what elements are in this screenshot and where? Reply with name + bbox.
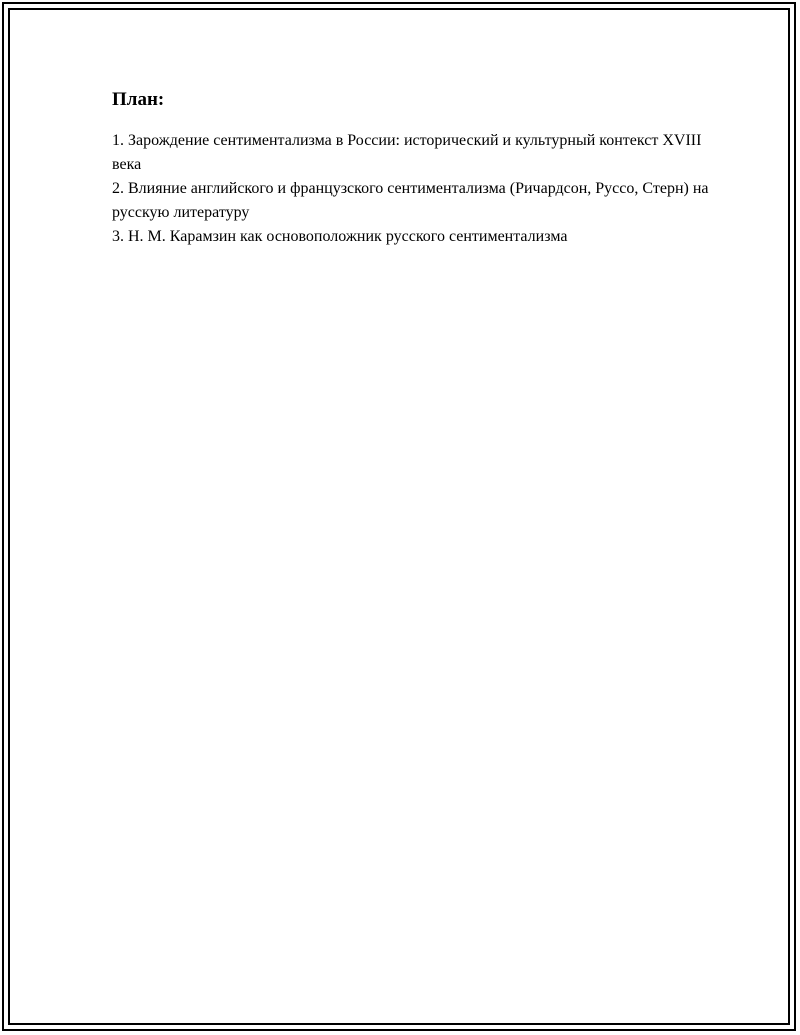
document-content — [112, 88, 712, 249]
plan-item-3: 3. Н. М. Карамзин как основоположник русского сентиментализма — [112, 227, 568, 245]
plan-list — [112, 129, 712, 249]
plan-item-1: 1. Зарождение сентиментализма в России: исторический и культурный контекст XVIII века — [112, 131, 702, 173]
plan-item-2: 2. Влияние английского и французского сентиментализма (Ричардсон, Руссо, Стерн) на русскую литературу — [112, 179, 709, 221]
plan-heading: План: — [112, 89, 165, 110]
